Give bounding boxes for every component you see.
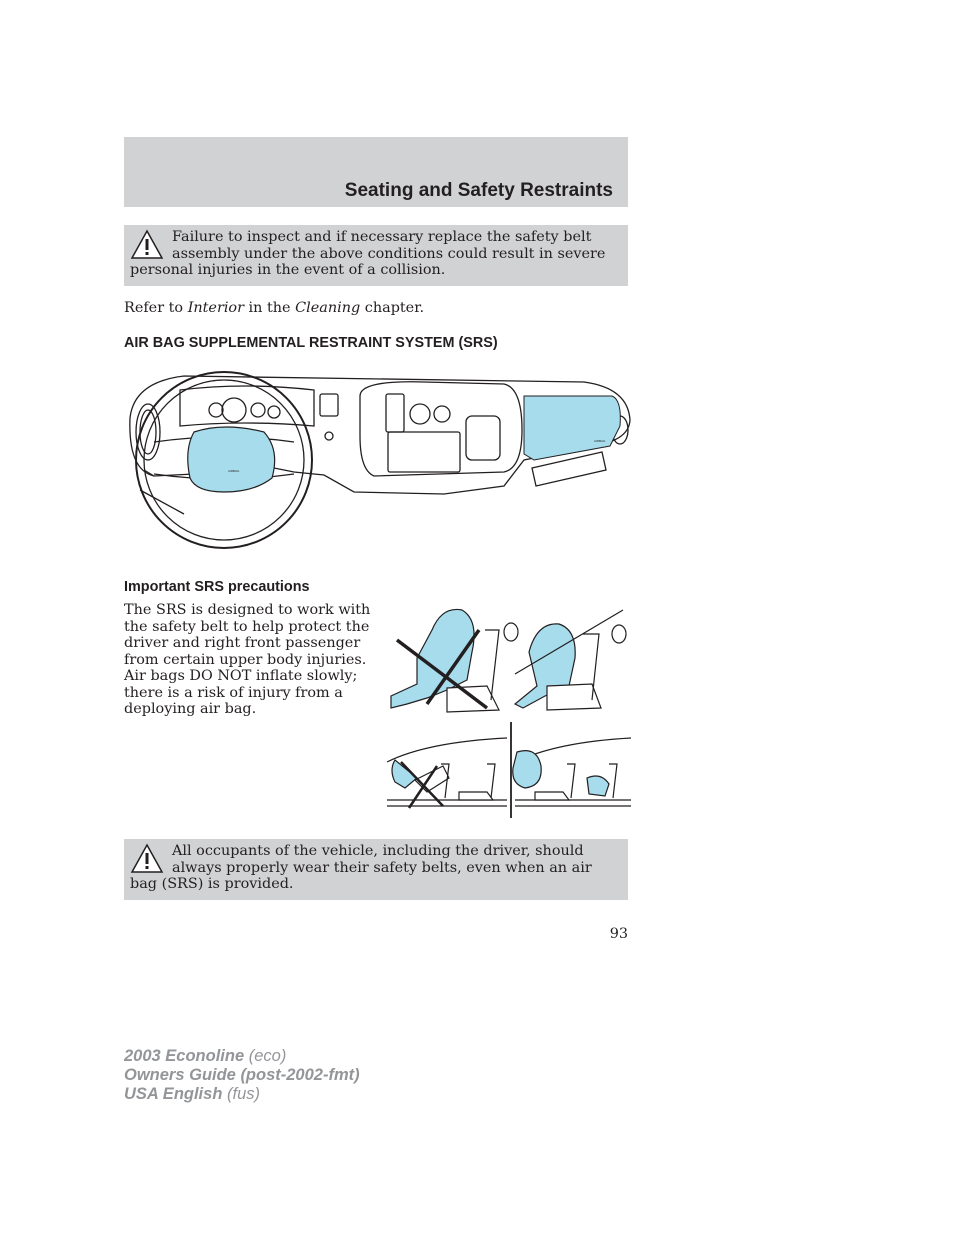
svg-text:AIRBAG: AIRBAG <box>594 439 606 443</box>
refer-text: Refer to Interior in the Cleaning chapter. <box>124 300 425 316</box>
refer-interior: Interior <box>187 300 244 316</box>
page-number: 93 <box>609 926 628 942</box>
warning-triangle-icon <box>130 229 164 261</box>
body-paragraph: The SRS is designed to work with the safety belt to help protect the driver and right front passenger from certain upper body injuries. Air bags DO NOT inflate slowly; there is a risk of injury from a deploying air bag. <box>124 602 371 717</box>
footer-language: USA English <box>124 1085 223 1103</box>
subsection-title: Important SRS precautions <box>124 579 310 595</box>
driver-airbag <box>188 427 275 492</box>
warning-text: All occupants of the vehicle, including the driver, should always properly wear their safety belts, even when an air bag (SRS) is provided. <box>130 843 592 892</box>
dashboard-illustration <box>124 360 632 572</box>
warning-box <box>124 225 628 286</box>
child-seat-illustration <box>387 722 631 818</box>
section-title: AIR BAG SUPPLEMENTAL RESTRAINT SYSTEM (SRS) <box>124 335 498 351</box>
occupant-position-illustration <box>387 600 631 718</box>
passenger-airbag <box>524 396 620 460</box>
page-header <box>124 137 628 207</box>
page-title: Seating and Safety Restraints <box>344 180 613 201</box>
footer-guide: Owners Guide (post-2002-fmt) <box>124 1066 360 1084</box>
warning-triangle-icon <box>130 843 164 875</box>
warning-text: Failure to inspect and if necessary replace the safety belt assembly under the above conditions could result in severe personal injuries in the event of a collision. <box>130 229 606 278</box>
svg-text:AIRBAG: AIRBAG <box>228 469 240 473</box>
footer: 2003 Econoline (eco) Owners Guide (post-2002-fmt) USA English (fus) <box>124 1047 360 1103</box>
refer-cleaning: Cleaning <box>295 300 361 316</box>
footer-model: 2003 Econoline <box>124 1047 245 1065</box>
warning-box <box>124 839 628 900</box>
